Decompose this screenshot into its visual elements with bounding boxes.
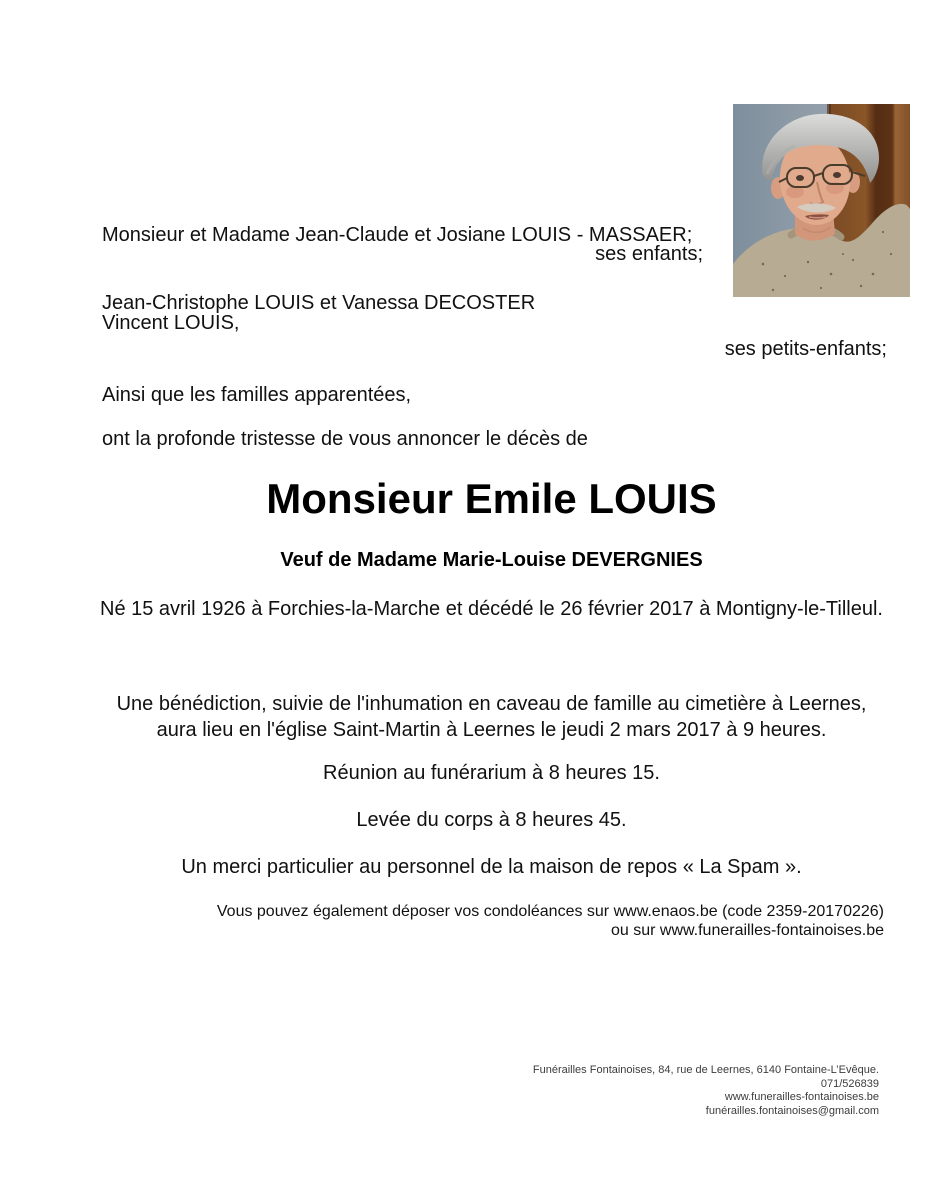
- condolences-line-1: Vous pouvez également déposer vos condoléances sur www.enaos.be (code 2359-20170226): [216, 903, 884, 920]
- funeral-home-email: funérailles.fontainoises@gmail.com: [705, 1104, 879, 1117]
- announce-line: ont la profonde tristesse de vous annoncer le décès de: [102, 428, 588, 450]
- funeral-home-phone: 071/526839: [820, 1077, 879, 1090]
- deceased-name-title: Monsieur Emile LOUIS: [266, 475, 717, 522]
- children-label: ses enfants;: [595, 243, 703, 265]
- thanks-line: Un merci particulier au personnel de la maison de repos « La Spam ».: [181, 856, 802, 878]
- birth-death-line: Né 15 avril 1926 à Forchies-la-Marche et décédé le 26 février 2017 à Montigny-le-Tilleul.: [100, 598, 883, 620]
- deceased-photo: [733, 104, 910, 297]
- levee-line: Levée du corps à 8 heures 45.: [356, 809, 627, 831]
- family-line-parents: Monsieur et Madame Jean-Claude et Josiane LOUIS - MASSAER;: [102, 224, 693, 246]
- funeral-home-footer: [533, 1064, 879, 1118]
- grandchildren-label: ses petits-enfants;: [724, 338, 887, 360]
- widower-line: Veuf de Madame Marie-Louise DEVERGNIES: [280, 549, 703, 571]
- family-line-grandchild-1: Jean-Christophe LOUIS et Vanessa DECOSTER: [102, 292, 536, 314]
- ceremony-line-1: Une bénédiction, suivie de l'inhumation en caveau de famille au cimetière à Leernes,: [116, 693, 867, 715]
- family-line-grandchild-2: Vincent LOUIS,: [102, 312, 240, 334]
- ceremony-line-2: aura lieu en l'église Saint-Martin à Leernes le jeudi 2 mars 2017 à 9 heures.: [156, 719, 827, 741]
- related-families-line: Ainsi que les familles apparentées,: [102, 384, 412, 406]
- funeral-home-address: Funérailles Fontainoises, 84, rue de Leernes, 6140 Fontaine-L’Evêque.: [532, 1064, 879, 1076]
- meeting-line: Réunion au funérarium à 8 heures 15.: [323, 762, 660, 784]
- condolences-line-2: ou sur www.funerailles-fontainoises.be: [610, 922, 884, 939]
- funeral-home-website: www.funerailles-fontainoises.be: [724, 1091, 879, 1103]
- portrait-illustration: [733, 104, 910, 297]
